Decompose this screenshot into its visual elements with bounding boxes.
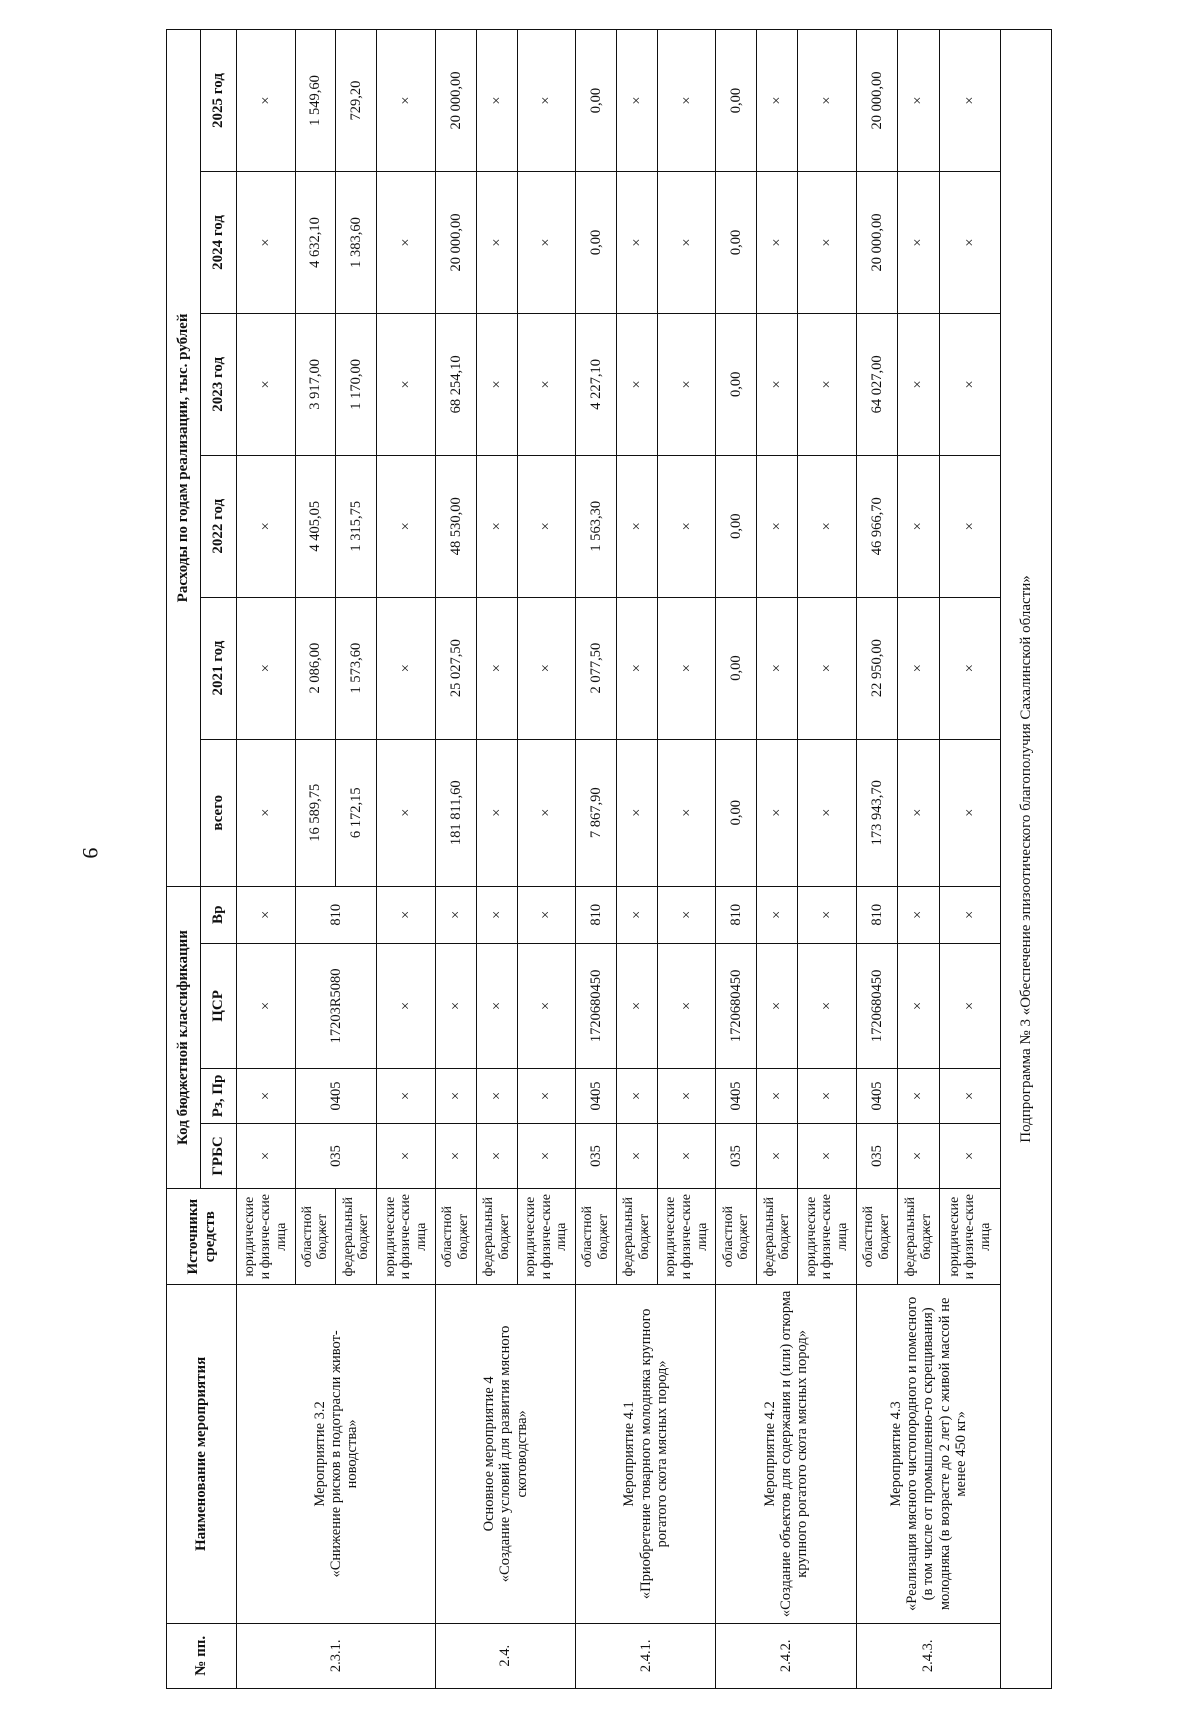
grbs-cell: × [377,1123,436,1188]
table-header [167,30,237,1689]
y2025-cell: × [517,30,576,172]
source-cell: юридические и физиче-ские лица [517,1189,576,1285]
vr-cell: × [798,886,857,943]
y2023-cell: 0,00 [716,313,757,455]
grbs-cell: × [757,1123,798,1188]
y2023-cell: × [757,313,798,455]
rzpr-cell: × [476,1069,517,1124]
vr-cell: × [237,886,296,943]
table-row [237,30,296,1689]
vr-cell: 810 [576,886,617,943]
total-cell: × [657,739,716,886]
row-number: 2.4.3. [856,1623,1000,1688]
source-cell: областной бюджет [435,1189,476,1285]
rzpr-cell: × [757,1069,798,1124]
grbs-cell: × [517,1123,576,1188]
y2022-cell: × [940,455,1001,597]
total-cell: × [940,739,1001,886]
grbs-cell: × [657,1123,716,1188]
y2021-cell: × [237,597,296,739]
header-2021: 2021 год [201,597,237,739]
vr-cell: × [617,886,658,943]
y2023-cell: × [476,313,517,455]
y2021-cell: 2 077,50 [576,597,617,739]
source-cell: федеральный бюджет [757,1189,798,1285]
y2025-cell: × [940,30,1001,172]
y2024-cell: 20 000,00 [435,172,476,314]
y2025-cell: × [237,30,296,172]
rzpr-cell: × [517,1069,576,1124]
y2021-cell: 0,00 [716,597,757,739]
header-sources: Источники средств [167,1189,237,1285]
vr-cell: × [517,886,576,943]
rzpr-cell: × [940,1069,1001,1124]
source-cell: областной бюджет [576,1189,617,1285]
y2023-cell: 68 254,10 [435,313,476,455]
y2025-cell: 729,20 [336,30,377,172]
rzpr-cell: × [377,1069,436,1124]
y2024-cell: × [940,172,1001,314]
measure-name: Мероприятие 4.1 «Приобретение товарного молодняка крупного рогатого скота мясных пород» [576,1285,716,1623]
total-cell: × [617,739,658,886]
csr-cell: × [798,943,857,1069]
y2025-cell: 0,00 [576,30,617,172]
vr-cell: 810 [856,886,897,943]
grbs-cell: × [435,1123,476,1188]
y2021-cell: × [377,597,436,739]
source-cell: федеральный бюджет [897,1189,940,1285]
csr-cell: × [476,943,517,1069]
y2024-cell: × [237,172,296,314]
rzpr-cell: × [798,1069,857,1124]
header-2024: 2024 год [201,172,237,314]
subprogram-row [1001,30,1052,1689]
total-cell: × [798,739,857,886]
y2023-cell: × [377,313,436,455]
rotated-table-container [166,29,1052,1689]
csr-cell: × [657,943,716,1069]
y2021-cell: × [940,597,1001,739]
rzpr-cell: 0405 [576,1069,617,1124]
y2024-cell: × [617,172,658,314]
grbs-cell: × [940,1123,1001,1188]
csr-cell: × [517,943,576,1069]
y2023-cell: × [517,313,576,455]
y2024-cell: × [517,172,576,314]
header-2025: 2025 год [201,30,237,172]
y2021-cell: 25 027,50 [435,597,476,739]
y2021-cell: 2 086,00 [295,597,336,739]
header-2022: 2022 год [201,455,237,597]
y2022-cell: × [897,455,940,597]
y2022-cell: × [476,455,517,597]
source-cell: юридические и физиче-ские лица [940,1189,1001,1285]
y2023-cell: × [940,313,1001,455]
y2024-cell: 0,00 [716,172,757,314]
header-vr: Вр [201,886,237,943]
y2023-cell: × [237,313,296,455]
y2022-cell: 46 966,70 [856,455,897,597]
y2024-cell: × [757,172,798,314]
csr-cell: 17203R5080 [295,943,377,1069]
y2024-cell: 0,00 [576,172,617,314]
y2022-cell: × [237,455,296,597]
y2022-cell: 4 405,05 [295,455,336,597]
y2025-cell: × [798,30,857,172]
header-budget-code: Код бюджетной классификации [167,886,201,1188]
y2024-cell: 20 000,00 [856,172,897,314]
y2024-cell: × [798,172,857,314]
budget-table [166,29,1052,1689]
total-cell: 7 867,90 [576,739,617,886]
total-cell: × [897,739,940,886]
total-cell: × [476,739,517,886]
rzpr-cell: × [237,1069,296,1124]
y2023-cell: × [798,313,857,455]
measure-name: Основное мероприятие 4 «Создание условий для развития мясного скотоводства» [435,1285,575,1623]
vr-cell: × [757,886,798,943]
vr-cell: × [897,886,940,943]
y2024-cell: × [476,172,517,314]
rzpr-cell: 0405 [295,1069,377,1124]
total-cell: 0,00 [716,739,757,886]
row-number: 2.4. [435,1623,575,1688]
csr-cell: × [757,943,798,1069]
source-cell: федеральный бюджет [476,1189,517,1285]
y2023-cell: × [617,313,658,455]
table-body [237,30,1052,1689]
y2021-cell: × [476,597,517,739]
y2023-cell: × [657,313,716,455]
y2024-cell: × [377,172,436,314]
y2021-cell: 1 573,60 [336,597,377,739]
y2022-cell: 1 563,30 [576,455,617,597]
table-row [856,30,897,1689]
grbs-cell: 035 [576,1123,617,1188]
header-name: Наименование мероприятия [167,1285,237,1623]
y2025-cell: × [757,30,798,172]
y2022-cell: × [377,455,436,597]
measure-name: Мероприятие 4.3 «Реализация мясного чистопородного и помесного (в том числе от промышленно-го скрещивания) молодняка (в возрасте до 2 лет) с живой массой не менее 450 кг» [856,1285,1000,1623]
rzpr-cell: 0405 [856,1069,897,1124]
csr-cell: × [897,943,940,1069]
header-csr: ЦСР [201,943,237,1069]
y2025-cell: × [476,30,517,172]
y2024-cell: 4 632,10 [295,172,336,314]
y2021-cell: 22 950,00 [856,597,897,739]
y2021-cell: × [798,597,857,739]
table-row [716,30,757,1689]
y2021-cell: × [657,597,716,739]
y2024-cell: × [657,172,716,314]
y2025-cell: × [377,30,436,172]
total-cell: 181 811,60 [435,739,476,886]
y2023-cell: 1 170,00 [336,313,377,455]
y2022-cell: × [517,455,576,597]
y2023-cell: 64 027,00 [856,313,897,455]
y2025-cell: 20 000,00 [435,30,476,172]
row-number: 2.3.1. [237,1623,436,1688]
header-num: № пп. [167,1623,237,1688]
grbs-cell: × [476,1123,517,1188]
y2022-cell: 1 315,75 [336,455,377,597]
y2024-cell: 1 383,60 [336,172,377,314]
grbs-cell: 035 [295,1123,377,1188]
vr-cell: × [377,886,436,943]
vr-cell: × [940,886,1001,943]
y2025-cell: × [617,30,658,172]
csr-cell: × [940,943,1001,1069]
y2023-cell: 3 917,00 [295,313,336,455]
total-cell: 173 943,70 [856,739,897,886]
y2025-cell: 20 000,00 [856,30,897,172]
vr-cell: × [657,886,716,943]
total-cell: × [377,739,436,886]
csr-cell: 1720680450 [716,943,757,1069]
subprogram-title: Подпрограмма № 3 «Обеспечение эпизоотического благополучия Сахалинской области» [1001,30,1052,1689]
source-cell: областной бюджет [716,1189,757,1285]
y2024-cell: × [897,172,940,314]
rzpr-cell: × [897,1069,940,1124]
y2023-cell: × [897,313,940,455]
row-number: 2.4.1. [576,1623,716,1688]
y2022-cell: 48 530,00 [435,455,476,597]
grbs-cell: × [798,1123,857,1188]
header-grbs: ГРБС [201,1123,237,1188]
source-cell: юридические и физиче-ские лица [657,1189,716,1285]
csr-cell: × [237,943,296,1069]
vr-cell: 810 [295,886,377,943]
measure-name: Мероприятие 3.2 «Снижение рисков в подотрасли живот- новодства» [237,1285,436,1623]
rzpr-cell: × [435,1069,476,1124]
y2022-cell: × [757,455,798,597]
total-cell: × [517,739,576,886]
csr-cell: × [617,943,658,1069]
vr-cell: × [435,886,476,943]
source-cell: юридические и физиче-ские лица [377,1189,436,1285]
y2022-cell: 0,00 [716,455,757,597]
csr-cell: 1720680450 [576,943,617,1069]
y2023-cell: 4 227,10 [576,313,617,455]
grbs-cell: 035 [716,1123,757,1188]
source-cell: юридические и физиче-ские лица [798,1189,857,1285]
y2022-cell: × [798,455,857,597]
rzpr-cell: 0405 [716,1069,757,1124]
table-row [576,30,617,1689]
csr-cell: × [435,943,476,1069]
source-cell: областной бюджет [295,1189,336,1285]
y2025-cell: × [897,30,940,172]
csr-cell: × [377,943,436,1069]
total-cell: 6 172,15 [336,739,377,886]
header-expenses: Расходы по годам реализации, тыс. рублей [167,30,201,887]
grbs-cell: × [237,1123,296,1188]
rzpr-cell: × [617,1069,658,1124]
grbs-cell: × [897,1123,940,1188]
source-cell: федеральный бюджет [336,1189,377,1285]
total-cell: 16 589,75 [295,739,336,886]
total-cell: × [757,739,798,886]
header-total: всего [201,739,237,886]
y2025-cell: × [657,30,716,172]
total-cell: × [237,739,296,886]
y2021-cell: × [897,597,940,739]
y2025-cell: 1 549,60 [295,30,336,172]
y2021-cell: × [757,597,798,739]
rzpr-cell: × [657,1069,716,1124]
y2021-cell: × [517,597,576,739]
row-number: 2.4.2. [716,1623,856,1688]
table-row [435,30,476,1689]
page-number: 9 [78,847,103,859]
grbs-cell: 035 [856,1123,897,1188]
vr-cell: 810 [716,886,757,943]
y2022-cell: × [657,455,716,597]
vr-cell: × [476,886,517,943]
measure-name: Мероприятие 4.2 «Создание объектов для содержания и (или) откорма крупного рогатого скота мясных пород» [716,1285,856,1623]
y2025-cell: 0,00 [716,30,757,172]
grbs-cell: × [617,1123,658,1188]
header-2023: 2023 год [201,313,237,455]
header-rzpr: Рз, Пр [201,1069,237,1124]
y2021-cell: × [617,597,658,739]
csr-cell: 1720680450 [856,943,897,1069]
source-cell: областной бюджет [856,1189,897,1285]
y2022-cell: × [617,455,658,597]
source-cell: юридические и физиче-ские лица [237,1189,296,1285]
source-cell: федеральный бюджет [617,1189,658,1285]
